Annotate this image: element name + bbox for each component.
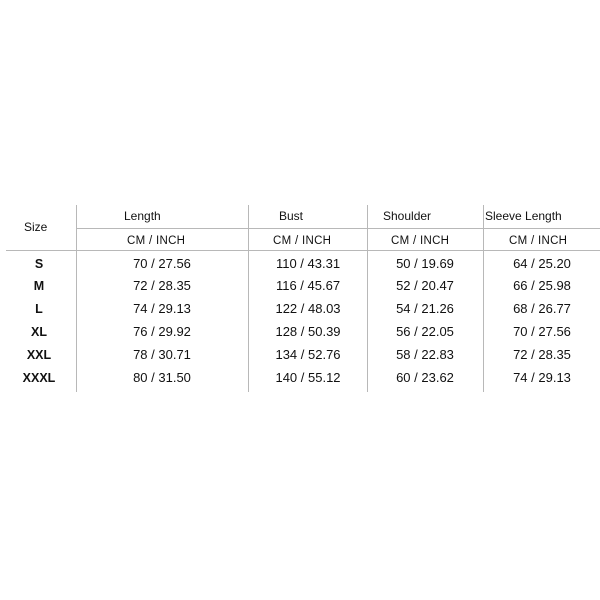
length-value: 70 / 27.56 [133,256,191,271]
column-divider [76,205,77,392]
length-value: 80 / 31.50 [133,370,191,385]
shoulder-value: 56 / 22.05 [396,324,454,339]
bust-unit-label: CM / INCH [273,235,332,247]
length-value: 76 / 29.92 [133,324,191,339]
shoulder-unit-label: CM / INCH [391,235,450,247]
sleeve-length-value: 66 / 25.98 [513,278,571,293]
shoulder-column-header: Shoulder [383,209,432,223]
bust-value: 140 / 55.12 [275,370,341,385]
length-value: 78 / 30.71 [133,347,191,362]
shoulder-value: 50 / 19.69 [396,256,454,271]
length-value: 74 / 29.13 [133,301,191,316]
length-value: 72 / 28.35 [133,278,191,293]
sleeve-length-value: 70 / 27.56 [513,324,571,339]
sleeve-length-value: 64 / 25.20 [513,256,571,271]
size-label: XL [31,325,47,339]
shoulder-value: 52 / 20.47 [396,278,454,293]
bust-value: 116 / 45.67 [275,278,341,293]
header-divider [6,250,600,251]
bust-value: 122 / 48.03 [275,301,341,316]
column-divider [367,205,368,392]
column-divider [483,205,484,392]
bust-value: 128 / 50.39 [275,324,341,339]
sleeve-length-column-header: Sleeve Length [485,209,562,223]
bust-value: 134 / 52.76 [275,347,341,362]
shoulder-value: 58 / 22.83 [396,347,454,362]
sleeve-length-value: 74 / 29.13 [513,370,571,385]
size-column-header: Size [24,220,48,234]
sleeve-length-unit-label: CM / INCH [509,235,568,247]
shoulder-value: 54 / 21.26 [396,301,454,316]
size-label: XXXL [22,371,56,385]
size-label: L [35,302,43,316]
sleeve-length-value: 72 / 28.35 [513,347,571,362]
sleeve-length-value: 68 / 26.77 [513,301,571,316]
shoulder-value: 60 / 23.62 [396,370,454,385]
size-label: XXL [26,348,52,362]
length-column-header: Length [124,209,161,223]
size-label: M [33,279,45,293]
size-label: S [34,257,44,271]
size-chart-table [6,205,600,392]
bust-column-header: Bust [279,209,304,223]
header-divider [76,228,600,229]
length-unit-label: CM / INCH [127,235,186,247]
column-divider [248,205,249,392]
bust-value: 110 / 43.31 [275,256,341,271]
